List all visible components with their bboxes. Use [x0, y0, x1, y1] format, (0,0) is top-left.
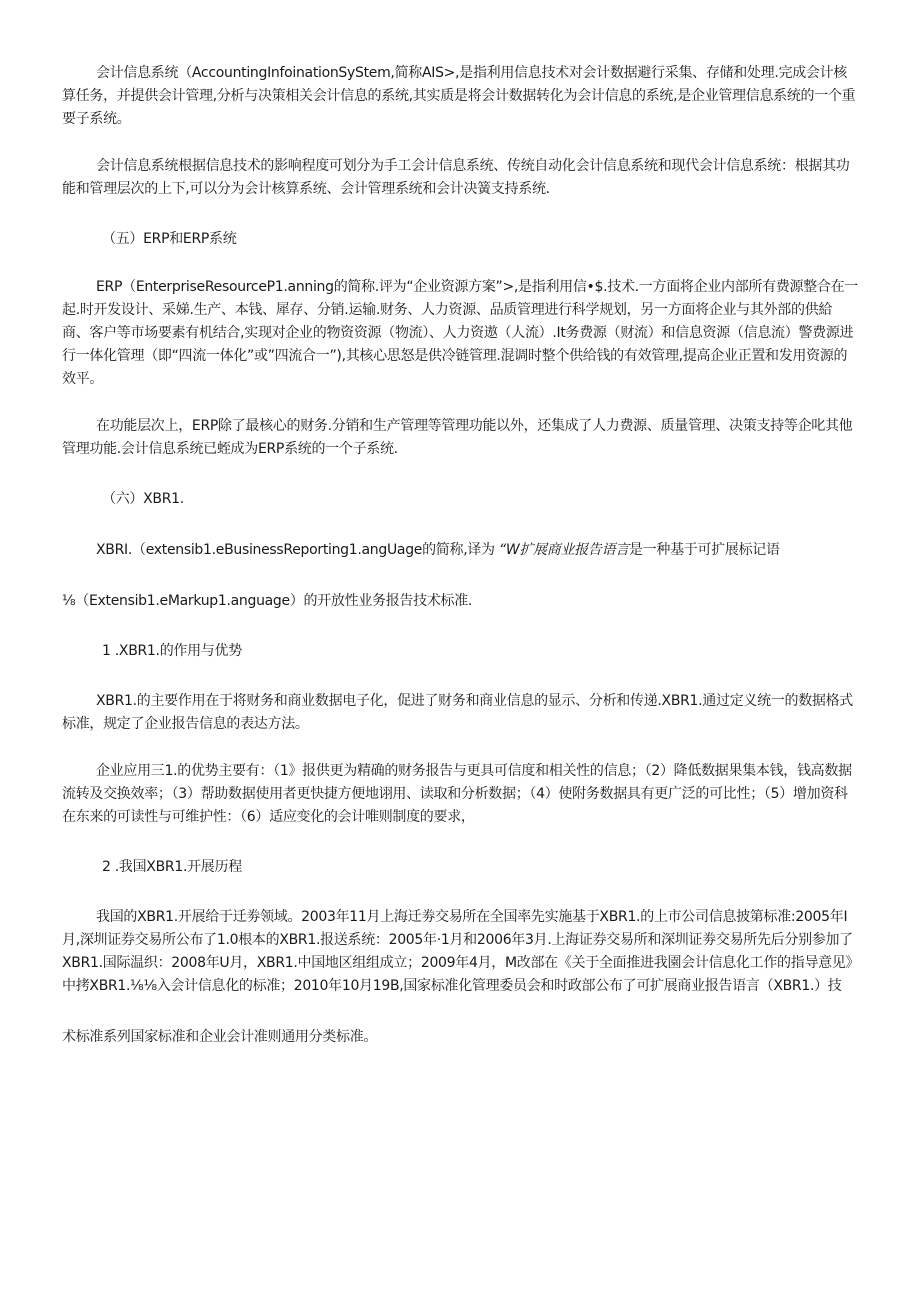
paragraph-xbrl-definition — [62, 539, 858, 562]
paragraph-xbrl-history: 我国的XBR1.开展给于迁劵领域。2003年11月上海迁劵交易所在全国率先实施基于XBR1.的上市公司信息披第标准:2005年I月,深圳证券交易所公布了1.0根本的XBR1.报送系统：2005年·1月和2006年3月.上海证券交易所和深圳证劵交易所先后分别参加了XBR1.国际温织：2008年U月，XBR1.中国地区组组成立；2009年4月，M改部在《关于全面推进我園会计信息化工作的指导意见》中拷XBR1.⅛⅛入会计信息化的标准；2010年10月19B,国家标准化管理委员会和时政部公布了可扩展商业报告语言（XBR1.）技 — [62, 909, 853, 994]
paragraph-xbrl-role: XBR1.的主要作用在于将财务和商业数据电子化，促进了财务和商业信息的显示、分析和传递.XBR1.通过定义统一的数据格式标准，规定了企业报告信息的表达方法。 — [62, 693, 854, 732]
section-heading-xbrl: （六）XBR1. — [102, 491, 184, 507]
subsection-heading-xbrl-history: 2 .我国XBR1.开展历程 — [102, 859, 242, 875]
xbrl-definition-italic: “W扩展商业报告语言 — [498, 542, 629, 558]
subsection-heading-xbrl-role: 1 .XBR1.的作用与优势 — [102, 643, 242, 659]
paragraph-xbrl-advantages: 企业应用三1.的优势主要有：（1》报供更为精确的财务报告与更具可信度和相关性的信息；（2）降低数据果集本钱，钱高数据流转及交换效率；（3）帮助数据使用者更快捷方便地诩用、读取和分析数据；（4）使附务数据具有更广泛的可比性；（5）增加资科在东来的可读性与可维护性：（6）适应变化的会计唯则制度的要求， — [62, 763, 852, 825]
paragraph-erp-functions: 在功能层次上，ERP除了最核心的财务.分销和生产管理等管理功能以外，还集成了人力费源、质量管理、决策支持等企叱其他管理功能.会计信息系统已蛭成为ERP系统的一个子系统. — [62, 418, 853, 457]
paragraph-erp-definition: ERP（EnterpriseResourceP1.anning的简称.评为“企业资源方案”>,是指利用信•$.技术.一方面将企业内部所有费源整合在一起.时开发设计、采娣.生产、本钱、犀存、分销.运输.财务、人力资源、品质管理进行科学规划，另一方面将企业与其外部的供給商、客户等市场要素有机结合,实现对企业的物资资源（物流）、人力资遨（人流）.It务费源（财流）和信息资源（信息流）警费源进行一体化管理（即“四流一体化”或”四流合一”),其核心思怒是供冷链管理.混调时整个供给钱的有效管理,提高企业正置和发用资源的效平。 — [62, 279, 859, 387]
paragraph-xbrl-definition-cont: ⅛（Extensib1.eMarkup1.anguage）的开放性业务报告技术标准. — [62, 593, 473, 609]
paragraph-ais-definition: 会计信息系统（AccountingInfoinationSyStem,简称AIS>,是指利用信息技术对会计数据避行采集、存储和处理.完成会计核算任务，并提供会计管理,分析与决策相关会计信息的系统,其实质是将会计数据转化为会计信息的系统,是企业管理信息系统的一个重要子系统。 — [62, 65, 856, 127]
paragraph-xbrl-history-cont: 术标准系列国家标准和企业会计准则通用分类标准。 — [62, 1029, 378, 1045]
section-heading-erp: （五）ERP和ERP系统 — [102, 231, 237, 247]
paragraph-ais-classification: 会计信息系统根据信息技术的影响程度可划分为手工会计信息系统、传统自动化会计信息系统和现代会计信息系统：根据其功能和管理层次的上下,可以分为会计核算系统、会计管理系统和会计决簧支持系统. — [62, 158, 850, 197]
document-body — [62, 62, 858, 1049]
xbrl-definition-part1: XBRI.（extensib1.eBusinessReporting1.angUage的简称,译为 — [96, 542, 499, 558]
xbrl-definition-part3: 是一种基于可扩展标记语 — [629, 542, 780, 558]
